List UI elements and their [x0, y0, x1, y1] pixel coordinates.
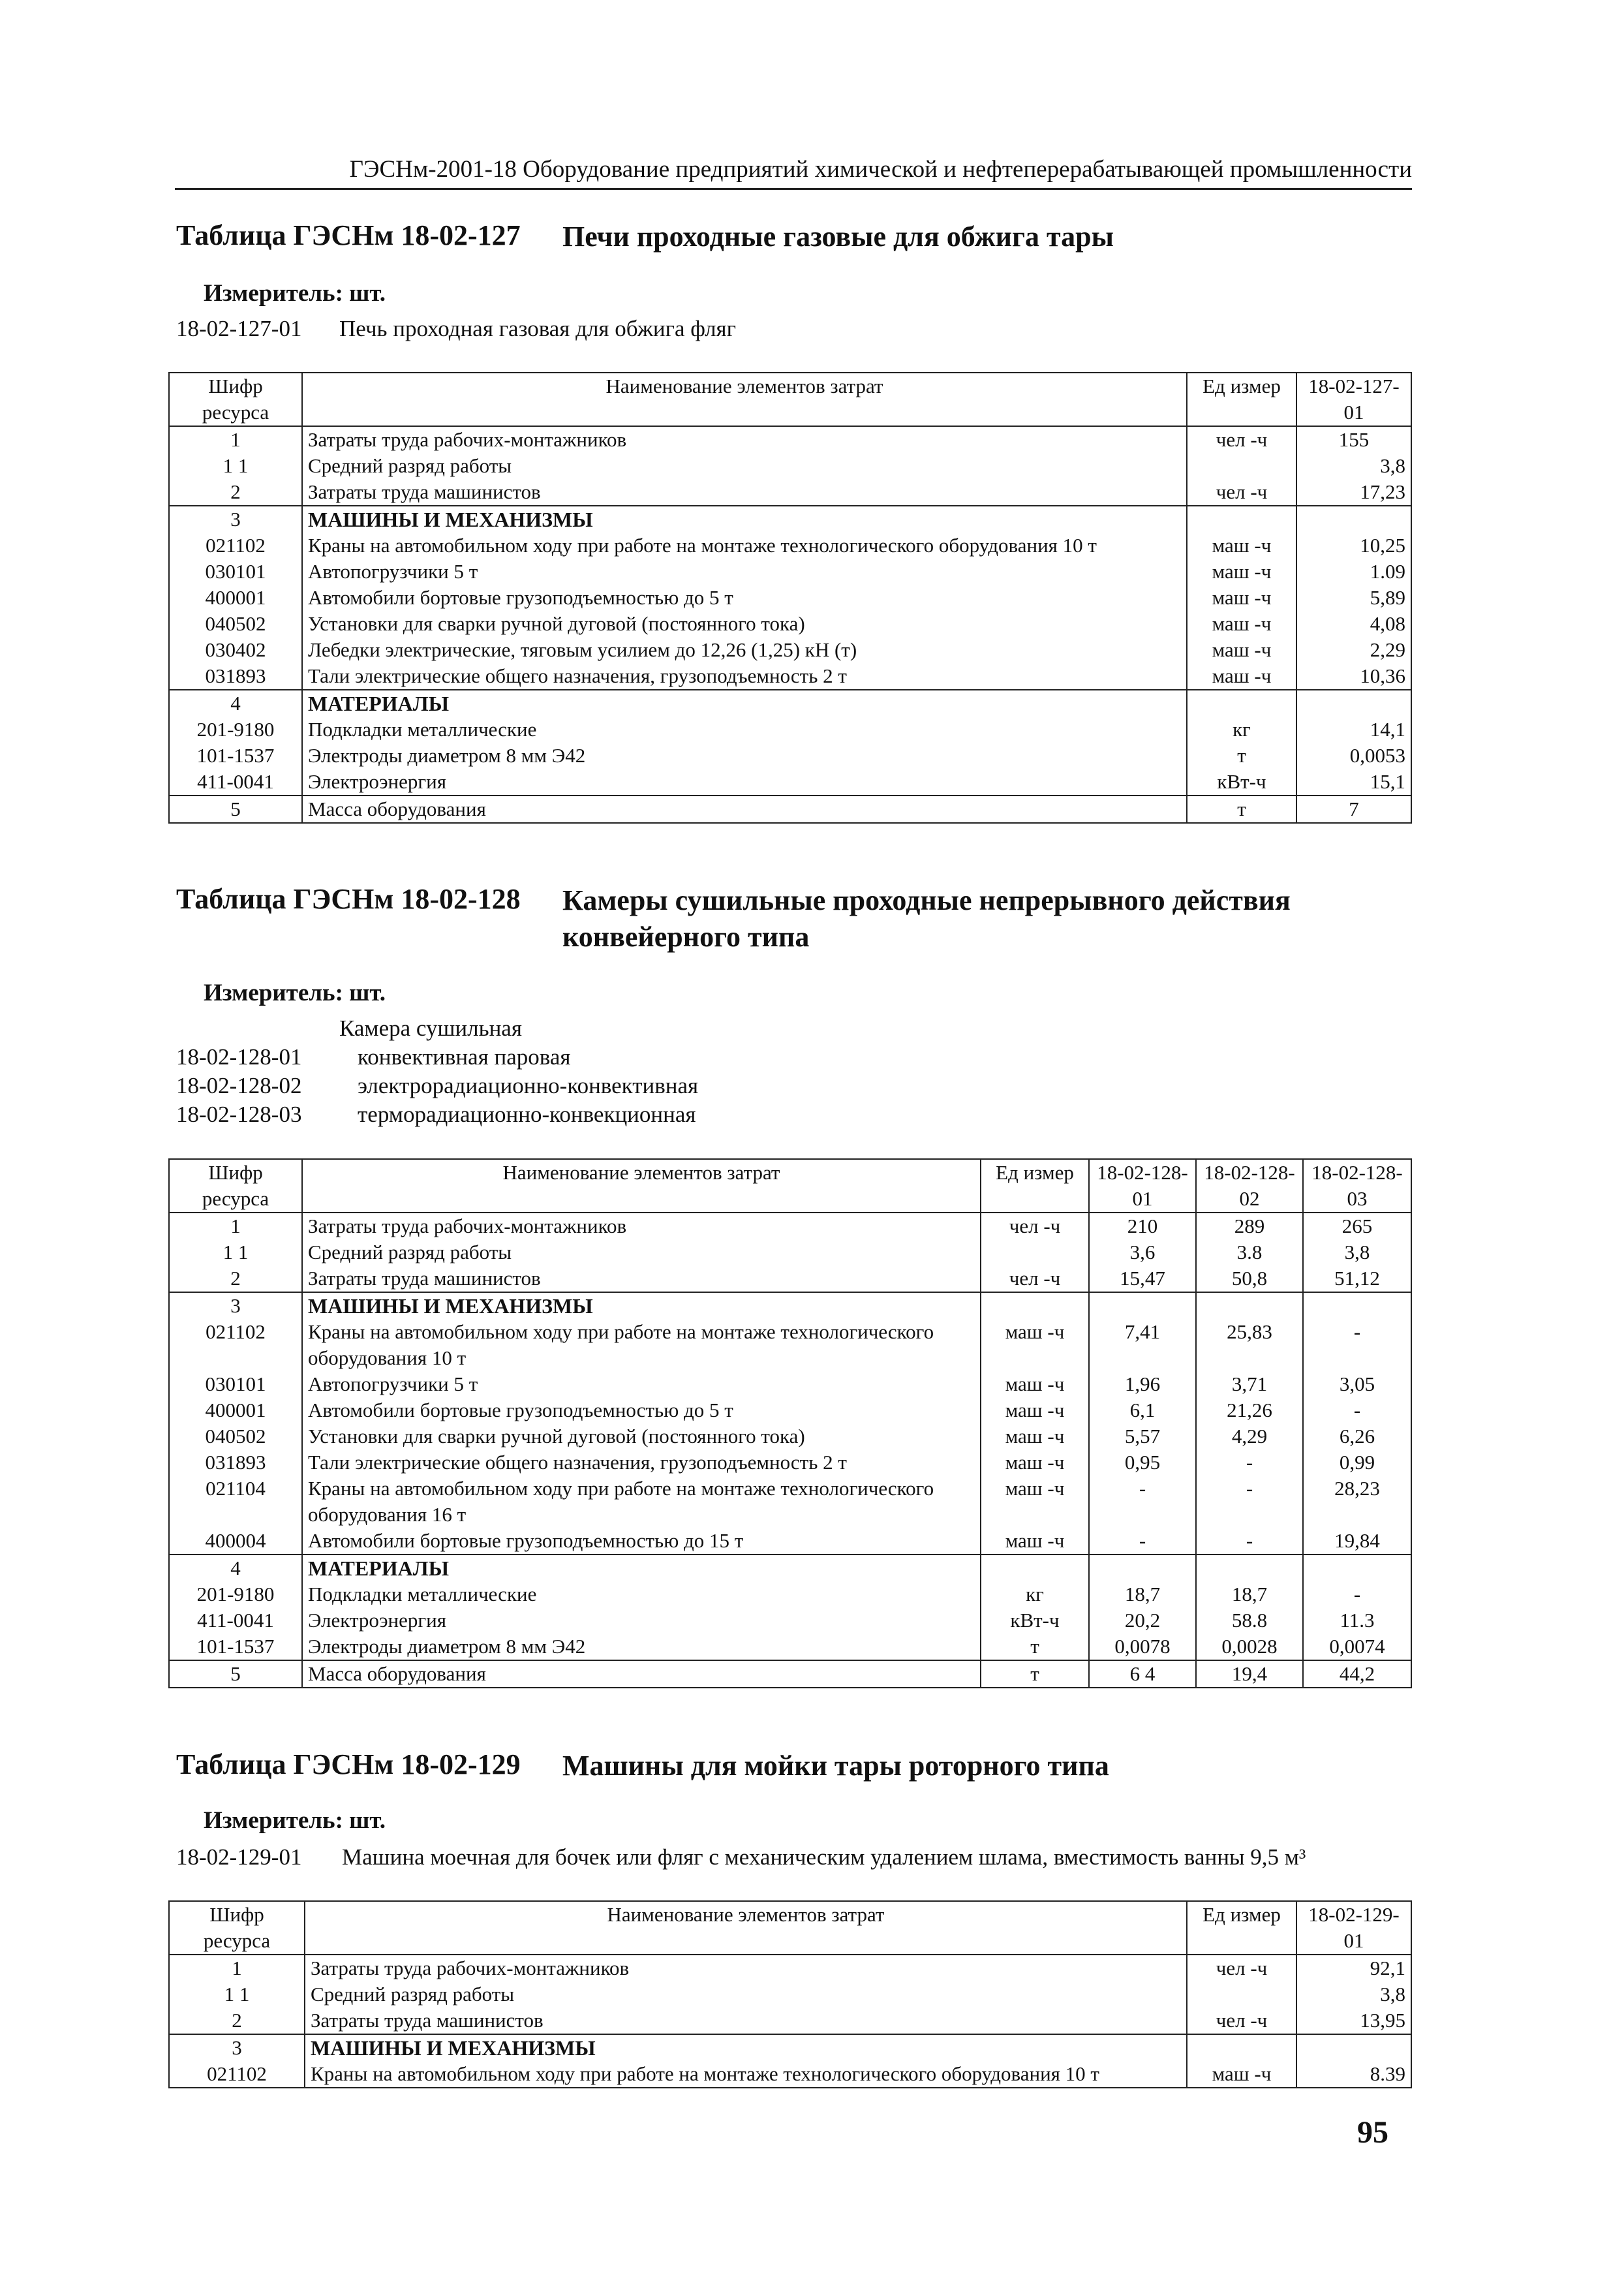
table-row — [169, 611, 1411, 637]
item-code: 18-02-128-01 — [176, 1044, 302, 1070]
col-header-value: 18-02-127-01 — [1296, 373, 1411, 426]
cost-element: Затраты труда машинистов — [302, 1265, 981, 1292]
item-name: электрорадиационно-конвективная — [358, 1073, 699, 1098]
norm-value: 3,8 — [1296, 1981, 1411, 2007]
table-label: Таблица ГЭСНм 18-02-128 — [176, 883, 521, 915]
norm-value — [1296, 690, 1411, 717]
table-row — [169, 1607, 1411, 1634]
table-row — [169, 559, 1411, 585]
norm-value: 28,23 — [1303, 1476, 1411, 1528]
norm-value — [1089, 1292, 1196, 1319]
col-header-name: Наименование элементов затрат — [302, 373, 1187, 426]
item-code: 18-02-128-03 — [176, 1102, 302, 1127]
norm-value: 13,95 — [1296, 2007, 1411, 2034]
cost-element: Автопогрузчики 5 т — [302, 1371, 981, 1397]
table-row — [169, 1319, 1411, 1371]
table-row — [169, 1423, 1411, 1449]
norm-value: 58.8 — [1196, 1607, 1303, 1634]
measure-unit: чел -ч — [1187, 2007, 1296, 2034]
col-header-name: Наименование элементов затрат — [302, 1159, 981, 1213]
measure-unit: маш -ч — [981, 1423, 1089, 1449]
measure-unit: т — [1187, 743, 1296, 769]
norm-value — [1303, 1555, 1411, 1581]
resource-code: 030402 — [169, 637, 302, 663]
resource-code: 031893 — [169, 1449, 302, 1476]
norm-value: 265 — [1303, 1213, 1411, 1239]
measure-unit: т — [981, 1634, 1089, 1660]
resource-code: 101-1537 — [169, 743, 302, 769]
cost-element: Подкладки металлические — [302, 1581, 981, 1607]
measure-unit: маш -ч — [981, 1476, 1089, 1528]
table-row — [169, 1528, 1411, 1555]
cost-element: Электроды диаметром 8 мм Э42 — [302, 743, 1187, 769]
table-row — [169, 426, 1411, 453]
table-row — [169, 1955, 1411, 1981]
cost-element: Краны на автомобильном ходу при работе на монтаже технологического оборудования 16 т — [302, 1476, 981, 1528]
cost-element: Автомобили бортовые грузоподъемностью до 5 т — [302, 1397, 981, 1423]
norm-value: 5,89 — [1296, 585, 1411, 611]
cost-element: Краны на автомобильном ходу при работе на монтаже технологического оборудования 10 т — [302, 1319, 981, 1371]
table-row — [169, 717, 1411, 743]
unit-of-measure: Измеритель: шт. — [204, 980, 386, 1006]
resource-code: 030101 — [169, 1371, 302, 1397]
cost-element: Средний разряд работы — [302, 453, 1187, 479]
norm-value: - — [1089, 1528, 1196, 1555]
measure-unit — [1187, 1981, 1296, 2007]
cost-table-18-02-127 — [168, 372, 1412, 824]
col-header-unit: Ед измер — [1187, 373, 1296, 426]
norm-value: 25,83 — [1196, 1319, 1303, 1371]
resource-code: 021102 — [169, 1319, 302, 1371]
norm-value: 2,29 — [1296, 637, 1411, 663]
cost-element: Затраты труда машинистов — [305, 2007, 1187, 2034]
norm-value — [1196, 1292, 1303, 1319]
measure-unit: чел -ч — [1187, 1955, 1296, 1981]
norm-value: - — [1303, 1581, 1411, 1607]
item-name: терморадиационно-конвекционная — [358, 1102, 696, 1127]
cost-element: Автомобили бортовые грузоподъемностью до 5 т — [302, 585, 1187, 611]
norm-value: - — [1196, 1476, 1303, 1528]
measure-unit: маш -ч — [981, 1397, 1089, 1423]
norm-value: 4,29 — [1196, 1423, 1303, 1449]
item-group-title: Камера сушильная — [339, 1015, 522, 1041]
norm-value: 3,05 — [1303, 1371, 1411, 1397]
section-heading: МАШИНЫ И МЕХАНИЗМЫ — [302, 506, 1187, 533]
resource-code: 201-9180 — [169, 1581, 302, 1607]
norm-value: 6,1 — [1089, 1397, 1196, 1423]
resource-code: 1 1 — [169, 1981, 305, 2007]
measure-unit: чел -ч — [981, 1265, 1089, 1292]
norm-value: 0,0078 — [1089, 1634, 1196, 1660]
norm-value: - — [1089, 1476, 1196, 1528]
item-name: Машина моечная для бочек или фляг с механическим удалением шлама, вместимость ванны 9,5 м³ — [342, 1844, 1306, 1870]
resource-code: 031893 — [169, 663, 302, 690]
norm-value: 20,2 — [1089, 1607, 1196, 1634]
norm-value: 11.3 — [1303, 1607, 1411, 1634]
resource-code: 021102 — [169, 533, 302, 559]
item-code: 18-02-129-01 — [176, 1844, 302, 1870]
measure-unit: кг — [981, 1581, 1089, 1607]
table-row — [169, 769, 1411, 796]
resource-code: 400001 — [169, 1397, 302, 1423]
resource-code: 3 — [169, 1292, 302, 1319]
table-row — [169, 1449, 1411, 1476]
header-rule — [175, 188, 1412, 190]
resource-code: 411-0041 — [169, 769, 302, 796]
cost-element: Краны на автомобильном ходу при работе на монтаже технологического оборудования 10 т — [305, 2061, 1187, 2088]
norm-value: 289 — [1196, 1213, 1303, 1239]
table-row — [169, 690, 1411, 717]
norm-value: 0,99 — [1303, 1449, 1411, 1476]
resource-code: 400004 — [169, 1528, 302, 1555]
item-code: 18-02-127-01 — [176, 316, 302, 341]
measure-unit: маш -ч — [1187, 533, 1296, 559]
resource-code: 3 — [169, 506, 302, 533]
table-label: Таблица ГЭСНм 18-02-129 — [176, 1748, 521, 1780]
resource-code: 5 — [169, 1660, 302, 1688]
resource-code: 030101 — [169, 559, 302, 585]
measure-unit — [981, 1292, 1089, 1319]
table-row — [169, 1239, 1411, 1265]
item-name: конвективная паровая — [358, 1044, 571, 1070]
norm-value: 50,8 — [1196, 1265, 1303, 1292]
cost-element: Установки для сварки ручной дуговой (постоянного тока) — [302, 611, 1187, 637]
cost-element: Затраты труда рабочих-монтажников — [305, 1955, 1187, 1981]
norm-value — [1296, 506, 1411, 533]
resource-code: 101-1537 — [169, 1634, 302, 1660]
norm-value: 3,6 — [1089, 1239, 1196, 1265]
measure-unit: маш -ч — [1187, 559, 1296, 585]
measure-unit: чел -ч — [981, 1213, 1089, 1239]
norm-value: 18,7 — [1089, 1581, 1196, 1607]
norm-value: 0,0053 — [1296, 743, 1411, 769]
norm-value: 0,0074 — [1303, 1634, 1411, 1660]
table-row — [169, 506, 1411, 533]
norm-value: 18,7 — [1196, 1581, 1303, 1607]
norm-value: 7,41 — [1089, 1319, 1196, 1371]
col-header-unit: Ед измер — [1187, 1901, 1296, 1955]
resource-code: 3 — [169, 2034, 305, 2061]
table-row — [169, 453, 1411, 479]
running-header: ГЭСНм-2001-18 Оборудование предприятий химической и нефтеперерабатывающей промышленности — [349, 156, 1412, 183]
table-row — [169, 663, 1411, 690]
unit-of-measure: Измеритель: шт. — [204, 1807, 386, 1834]
item-code: 18-02-128-02 — [176, 1073, 302, 1098]
cost-element: Масса оборудования — [302, 1660, 981, 1688]
unit-of-measure: Измеритель: шт. — [204, 280, 386, 307]
norm-value: 8.39 — [1296, 2061, 1411, 2088]
measure-unit — [1187, 2034, 1296, 2061]
resource-code: 1 1 — [169, 1239, 302, 1265]
norm-value — [1089, 1555, 1196, 1581]
cost-element: Подкладки металлические — [302, 717, 1187, 743]
table-name: Машины для мойки тары роторного типа — [562, 1750, 1109, 1782]
table-row — [169, 1476, 1411, 1528]
table-row — [169, 1397, 1411, 1423]
resource-code: 411-0041 — [169, 1607, 302, 1634]
measure-unit — [1187, 690, 1296, 717]
measure-unit — [1187, 453, 1296, 479]
col-header-code: Шифр ресурса — [169, 373, 302, 426]
cost-element: Средний разряд работы — [305, 1981, 1187, 2007]
norm-value — [1303, 1292, 1411, 1319]
measure-unit — [1187, 506, 1296, 533]
page-number: 95 — [1357, 2115, 1388, 2150]
measure-unit — [981, 1239, 1089, 1265]
measure-unit: чел -ч — [1187, 479, 1296, 506]
norm-value: - — [1196, 1449, 1303, 1476]
measure-unit: т — [981, 1660, 1089, 1688]
norm-value: 1,96 — [1089, 1371, 1196, 1397]
col-header-code: Шифр ресурса — [169, 1159, 302, 1213]
col-header-value-1: 18-02-128-01 — [1089, 1159, 1196, 1213]
section-heading: МАТЕРИАЛЫ — [302, 690, 1187, 717]
norm-value: 6,26 — [1303, 1423, 1411, 1449]
cost-element: Автопогрузчики 5 т — [302, 559, 1187, 585]
cost-element: Электроэнергия — [302, 769, 1187, 796]
norm-value: 21,26 — [1196, 1397, 1303, 1423]
table-row — [169, 2007, 1411, 2034]
cost-table-18-02-128 — [168, 1158, 1412, 1688]
norm-value: 51,12 — [1303, 1265, 1411, 1292]
norm-value: - — [1303, 1319, 1411, 1371]
cost-element: Тали электрические общего назначения, грузоподъемность 2 т — [302, 663, 1187, 690]
table-row — [169, 1555, 1411, 1581]
resource-code: 201-9180 — [169, 717, 302, 743]
table-row — [169, 1265, 1411, 1292]
norm-value: 3.8 — [1196, 1239, 1303, 1265]
cost-element: Электроэнергия — [302, 1607, 981, 1634]
norm-value: 6 4 — [1089, 1660, 1196, 1688]
table-row — [169, 1581, 1411, 1607]
resource-code: 1 — [169, 426, 302, 453]
table-row — [169, 533, 1411, 559]
cost-element: Краны на автомобильном ходу при работе на монтаже технологического оборудования 10 т — [302, 533, 1187, 559]
measure-unit: маш -ч — [981, 1449, 1089, 1476]
table-row — [169, 1213, 1411, 1239]
resource-code: 040502 — [169, 1423, 302, 1449]
measure-unit: маш -ч — [1187, 663, 1296, 690]
section-heading: МАТЕРИАЛЫ — [302, 1555, 981, 1581]
col-header-value-2: 18-02-128-02 — [1196, 1159, 1303, 1213]
section-heading: МАШИНЫ И МЕХАНИЗМЫ — [302, 1292, 981, 1319]
resource-code: 4 — [169, 690, 302, 717]
col-header-unit: Ед измер — [981, 1159, 1089, 1213]
cost-element: Автомобили бортовые грузоподъемностью до 15 т — [302, 1528, 981, 1555]
table-row — [169, 1981, 1411, 2007]
col-header-value-3: 18-02-128-03 — [1303, 1159, 1411, 1213]
table-row — [169, 2061, 1411, 2088]
measure-unit: маш -ч — [981, 1371, 1089, 1397]
norm-value: 14,1 — [1296, 717, 1411, 743]
norm-value: 155 — [1296, 426, 1411, 453]
norm-value: - — [1303, 1397, 1411, 1423]
norm-value: 0,0028 — [1196, 1634, 1303, 1660]
table-row — [169, 2034, 1411, 2061]
norm-value: 1.09 — [1296, 559, 1411, 585]
measure-unit: чел -ч — [1187, 426, 1296, 453]
norm-value: 92,1 — [1296, 1955, 1411, 1981]
measure-unit: т — [1187, 796, 1296, 823]
measure-unit: кг — [1187, 717, 1296, 743]
norm-value — [1196, 1555, 1303, 1581]
norm-value: 4,08 — [1296, 611, 1411, 637]
table-row — [169, 743, 1411, 769]
norm-value: 3,8 — [1303, 1239, 1411, 1265]
measure-unit — [981, 1555, 1089, 1581]
resource-code: 1 — [169, 1955, 305, 1981]
resource-code: 5 — [169, 796, 302, 823]
col-header-code: Шифр ресурса — [169, 1901, 305, 1955]
cost-element: Затраты труда рабочих-монтажников — [302, 1213, 981, 1239]
table-row — [169, 1371, 1411, 1397]
resource-code: 400001 — [169, 585, 302, 611]
resource-code: 2 — [169, 1265, 302, 1292]
resource-code: 021104 — [169, 1476, 302, 1528]
norm-value: 210 — [1089, 1213, 1196, 1239]
table-name: Печи проходные газовые для обжига тары — [562, 221, 1114, 253]
table-row — [169, 479, 1411, 506]
table-row — [169, 585, 1411, 611]
norm-value — [1296, 2034, 1411, 2061]
resource-code: 1 — [169, 1213, 302, 1239]
cost-element: Масса оборудования — [302, 796, 1187, 823]
cost-element: Лебедки электрические, тяговым усилием до 12,26 (1,25) кН (т) — [302, 637, 1187, 663]
resource-code: 021102 — [169, 2061, 305, 2088]
measure-unit: маш -ч — [1187, 2061, 1296, 2088]
item-name: Печь проходная газовая для обжига фляг — [339, 316, 736, 341]
cost-element: Установки для сварки ручной дуговой (постоянного тока) — [302, 1423, 981, 1449]
norm-value: 0,95 — [1089, 1449, 1196, 1476]
measure-unit: маш -ч — [981, 1528, 1089, 1555]
table-row — [169, 1292, 1411, 1319]
table-row — [169, 1634, 1411, 1660]
col-header-value: 18-02-129-01 — [1296, 1901, 1411, 1955]
norm-value: 17,23 — [1296, 479, 1411, 506]
norm-value: 10,36 — [1296, 663, 1411, 690]
section-heading: МАШИНЫ И МЕХАНИЗМЫ — [305, 2034, 1187, 2061]
table-name: Камеры сушильные проходные непрерывного действия конвейерного типа — [562, 884, 1291, 953]
resource-code: 2 — [169, 2007, 305, 2034]
norm-value: 19,84 — [1303, 1528, 1411, 1555]
cost-element: Затраты труда машинистов — [302, 479, 1187, 506]
cost-element: Электроды диаметром 8 мм Э42 — [302, 1634, 981, 1660]
norm-value: 15,47 — [1089, 1265, 1196, 1292]
col-header-name: Наименование элементов затрат — [305, 1901, 1187, 1955]
measure-unit: кВт-ч — [1187, 769, 1296, 796]
cost-table-18-02-129 — [168, 1900, 1412, 2088]
norm-value: - — [1196, 1528, 1303, 1555]
cost-element: Тали электрические общего назначения, грузоподъемность 2 т — [302, 1449, 981, 1476]
norm-value: 10,25 — [1296, 533, 1411, 559]
norm-value: 7 — [1296, 796, 1411, 823]
norm-value: 3,8 — [1296, 453, 1411, 479]
norm-value: 19,4 — [1196, 1660, 1303, 1688]
measure-unit: кВт-ч — [981, 1607, 1089, 1634]
norm-value: 15,1 — [1296, 769, 1411, 796]
cost-element: Затраты труда рабочих-монтажников — [302, 426, 1187, 453]
measure-unit: маш -ч — [1187, 585, 1296, 611]
resource-code: 1 1 — [169, 453, 302, 479]
resource-code: 040502 — [169, 611, 302, 637]
table-row — [169, 1660, 1411, 1688]
table-row — [169, 796, 1411, 823]
table-label: Таблица ГЭСНм 18-02-127 — [176, 219, 521, 251]
measure-unit: маш -ч — [1187, 611, 1296, 637]
norm-value: 3,71 — [1196, 1371, 1303, 1397]
resource-code: 4 — [169, 1555, 302, 1581]
resource-code: 2 — [169, 479, 302, 506]
cost-element: Средний разряд работы — [302, 1239, 981, 1265]
measure-unit: маш -ч — [981, 1319, 1089, 1371]
table-row — [169, 637, 1411, 663]
norm-value: 5,57 — [1089, 1423, 1196, 1449]
norm-value: 44,2 — [1303, 1660, 1411, 1688]
measure-unit: маш -ч — [1187, 637, 1296, 663]
